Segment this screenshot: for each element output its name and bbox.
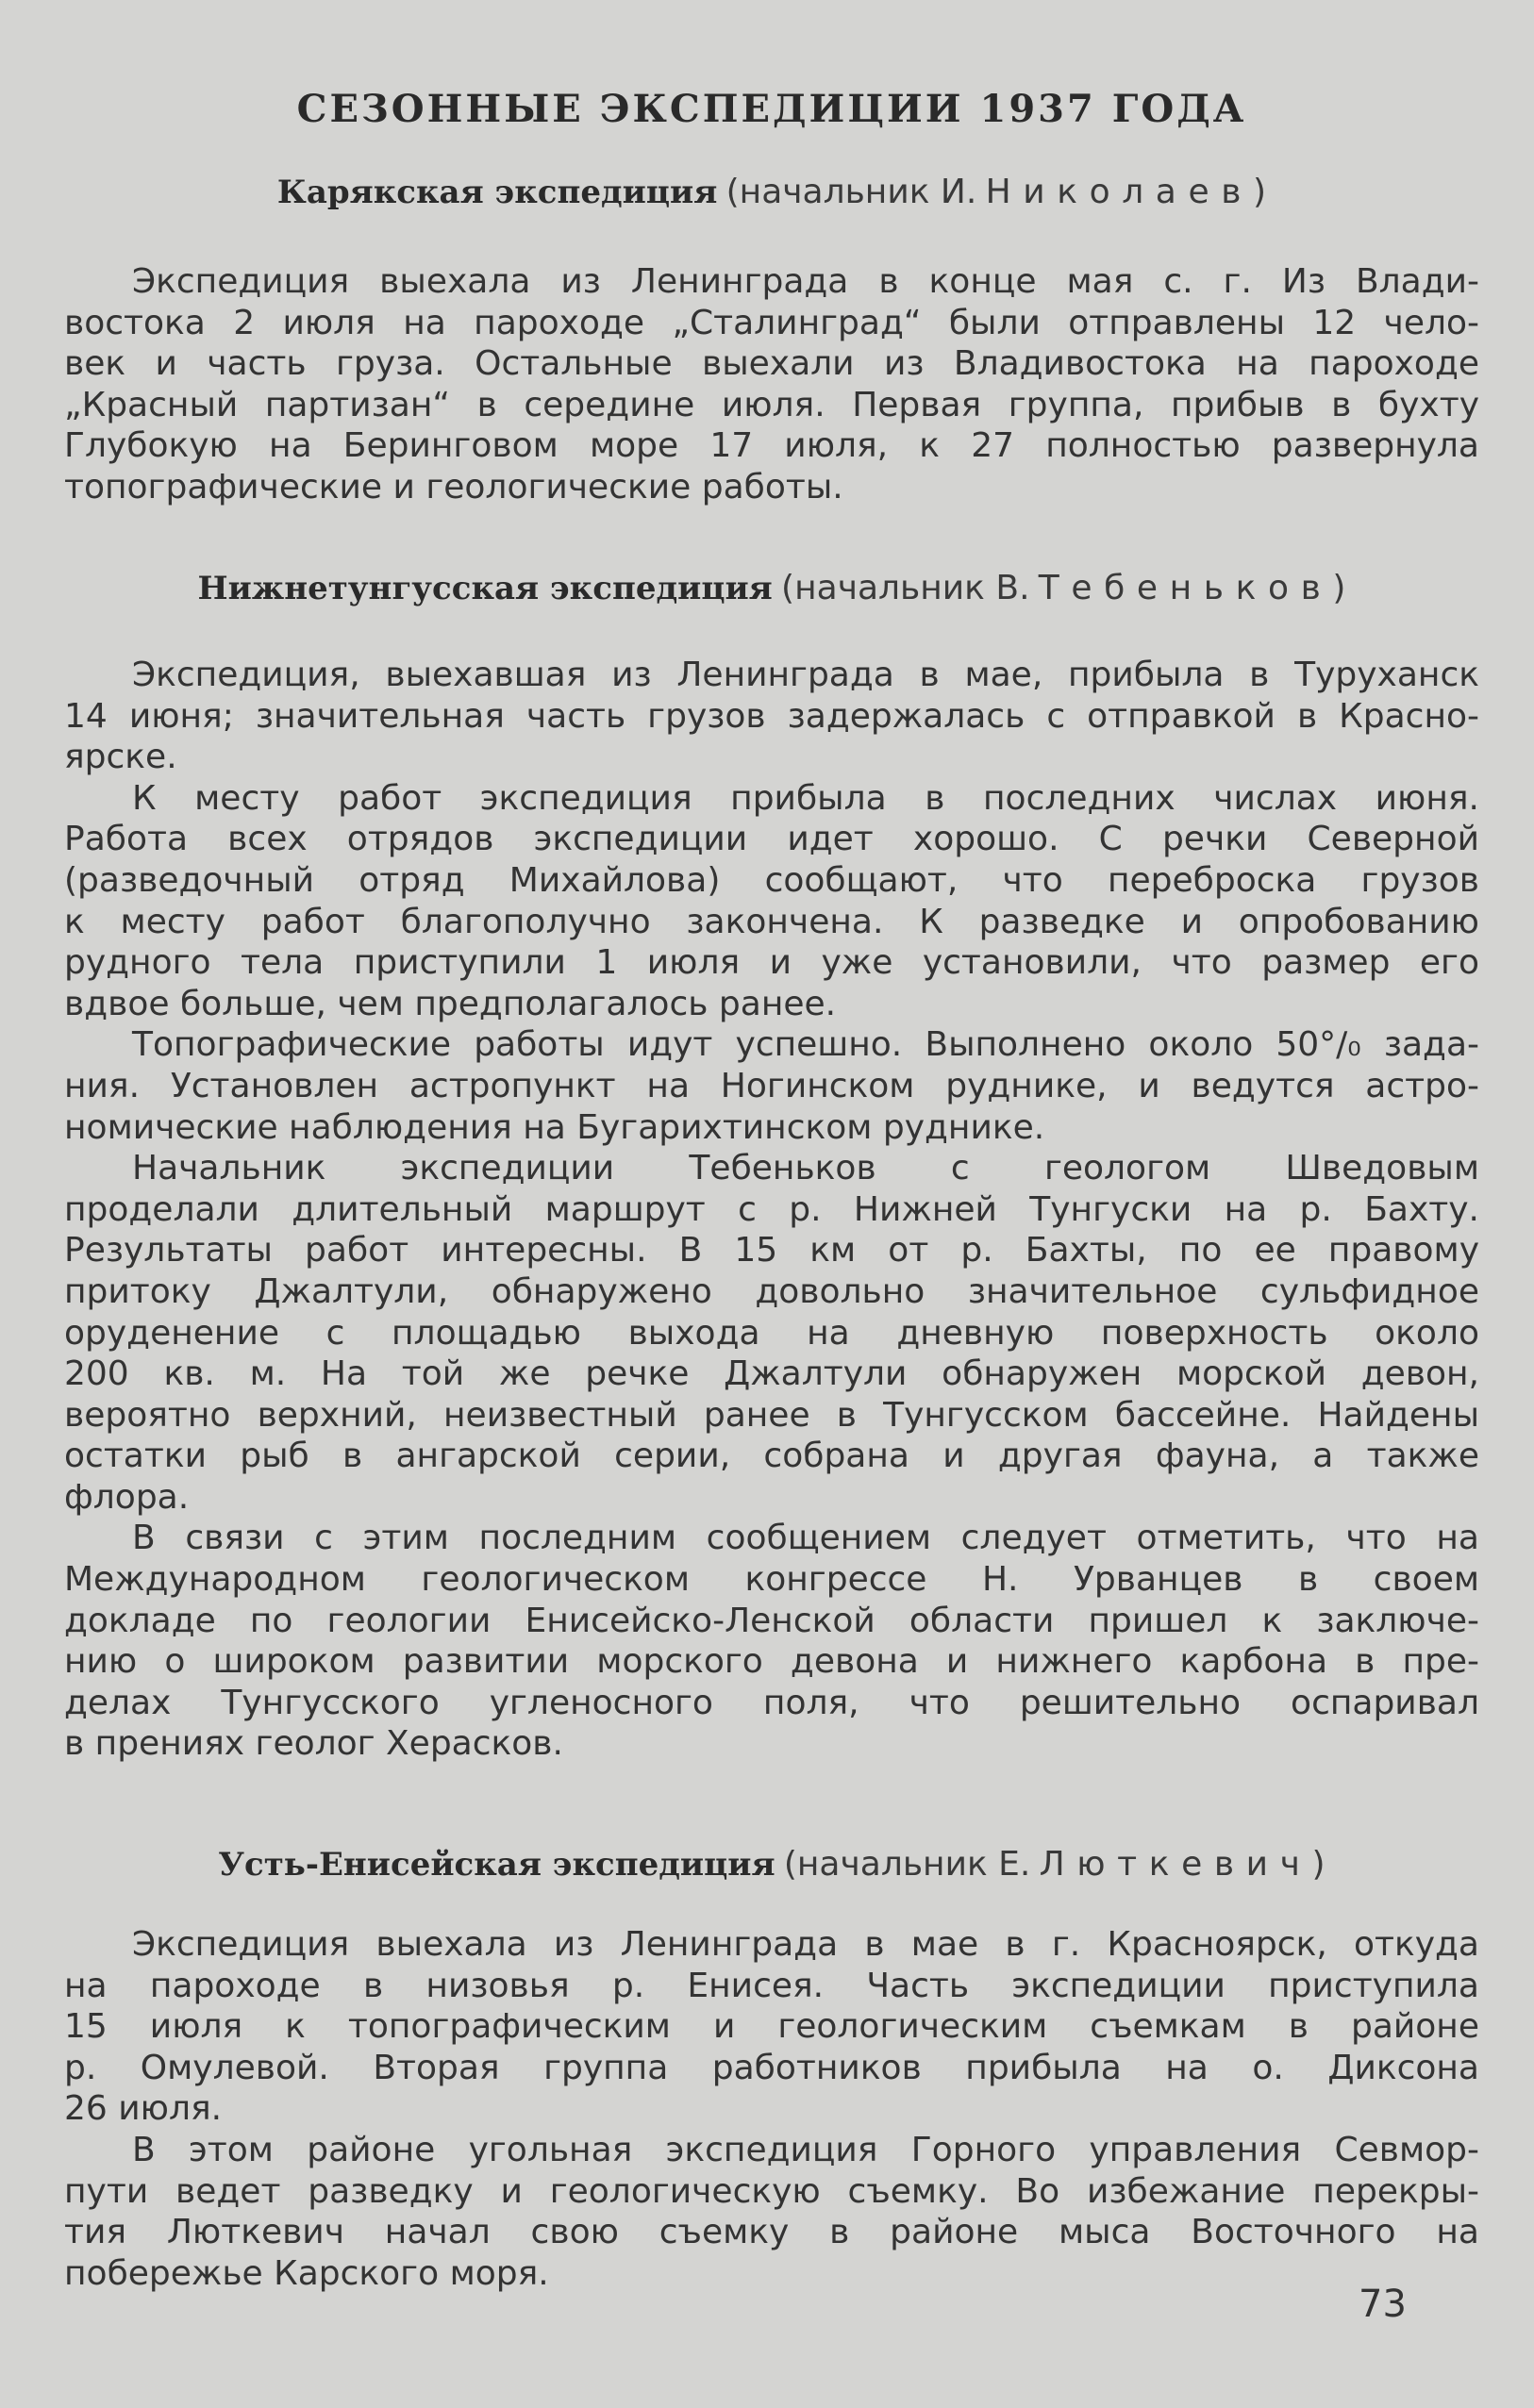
chief-surname: Люткевич	[1039, 1845, 1312, 1884]
text-line: остатки рыб в ангарской серии, собрана и другая фауна, а также	[64, 1436, 1479, 1476]
page-title: СЕЗОННЫЕ ЭКСПЕДИЦИИ 1937 ГОДА	[296, 87, 1247, 131]
text-line: Экспедиция выехала из Ленинграда в конце мая с. г. Из Влади-	[132, 262, 1479, 301]
text-line: Топографические работы идут успешно. Выполнено около 50°/₀ зада-	[132, 1025, 1479, 1065]
text-line: тия Люткевич начал свою съемку в районе мыса Восточного на	[64, 2213, 1479, 2252]
section-body-nizhnetungus	[64, 655, 1479, 1765]
section-name: Карякская экспедиция	[276, 174, 718, 211]
text-line: оруденение с площадью выхода на дневную поверхность около	[64, 1313, 1479, 1353]
text-line: Глубокую на Беринговом море 17 июля, к 27 полностью развернула	[64, 426, 1479, 466]
section-body-ust-enisei	[64, 1924, 1479, 2294]
section-name: Усть-Енисейская экспедиция	[218, 1846, 775, 1884]
text-line: р. Омулевой. Вторая группа работников прибыла на о. Диксона	[64, 2048, 1479, 2087]
text-line: вдвое больше, чем предполагалось ранее.	[64, 984, 837, 1023]
text-line: нию о широком развитии морского девона и нижнего карбона в пре-	[64, 1642, 1479, 1682]
text-line: (разведочный отряд Михайлова) сообщают, что переброска грузов	[64, 860, 1479, 900]
chief-suffix: )	[1311, 1845, 1326, 1884]
text-line: Результаты работ интересны. В 15 км от р. Бахты, по ее правому	[64, 1231, 1479, 1270]
text-line: флора.	[64, 1477, 190, 1517]
section-heading-ust-enisei	[64, 1844, 1479, 1885]
chief-prefix: (начальник И.	[725, 173, 977, 211]
text-line: докладе по геологии Енисейско-Ленской области пришел к заключе-	[64, 1601, 1479, 1640]
text-line: востока 2 июля на пароходе „Сталинград“ были отправлены 12 чело-	[64, 303, 1479, 342]
text-line: номические наблюдения на Бугарихтинском руднике.	[64, 1107, 1045, 1147]
chief-surname: Николаев	[985, 173, 1254, 211]
text-line: побережье Карского моря.	[64, 2253, 549, 2293]
section-name: Нижнетунгусская экспедиция	[197, 570, 773, 607]
text-line: топографические и геологические работы.	[64, 467, 843, 507]
text-line: ния. Установлен астропункт на Ногинском руднике, и ведутся астро-	[64, 1066, 1479, 1105]
text-line: В связи с этим последним сообщением следует отметить, что на	[132, 1519, 1479, 1558]
text-line: Международном геологическом конгрессе Н. Урванцев в своем	[64, 1560, 1479, 1600]
section-heading-karyak	[64, 172, 1479, 212]
page-number: 73	[1359, 2283, 1407, 2326]
text-line: притоку Джалтули, обнаружено довольно значительное сульфидное	[64, 1271, 1479, 1311]
chief-suffix: )	[1332, 569, 1346, 607]
text-line: Работа всех отрядов экспедиции идет хорошо. С речки Северной	[64, 820, 1479, 859]
text-line: В этом районе угольная экспедиция Горного управления Севмор-	[132, 2130, 1479, 2169]
text-line: пути ведет разведку и геологическую съемку. Во избежание перекры-	[64, 2171, 1479, 2211]
text-line: вероятно верхний, неизвестный ранее в Тунгусском бассейне. Найдены	[64, 1395, 1479, 1435]
text-line: к месту работ благополучно закончена. К разведке и опробованию	[64, 902, 1479, 941]
text-line: ярске.	[64, 738, 177, 777]
text-line: 15 июля к топографическим и геологическим съемкам в районе	[64, 2007, 1479, 2047]
section-body-karyak	[64, 261, 1479, 508]
text-line: 26 июля.	[64, 2089, 223, 2129]
text-line: на пароходе в низовья р. Енисея. Часть экспедиции приступила	[64, 1966, 1479, 2005]
chief-suffix: )	[1253, 173, 1267, 211]
text-line: век и часть груза. Остальные выехали из Владивостока на пароходе	[64, 344, 1479, 384]
text-line: 200 кв. м. На той же речке Джалтули обнаружен морской девон,	[64, 1354, 1479, 1394]
text-line: Экспедиция, выехавшая из Ленинграда в мае, прибыла в Туруханск	[132, 656, 1479, 694]
text-line: 14 июня; значительная часть грузов задержалась с отправкой в Красно-	[64, 696, 1479, 736]
text-line: К месту работ экспедиция прибыла в последних числах июня.	[132, 778, 1479, 818]
text-line: Начальник экспедиции Тебеньков с геологом Шведовым	[132, 1149, 1479, 1188]
chief-prefix: (начальник Е.	[783, 1845, 1031, 1884]
chief-prefix: (начальник В.	[781, 569, 1030, 607]
text-line: в прениях геолог Херасков.	[64, 1724, 563, 1764]
text-line: проделали длительный маршрут с р. Нижней Тунгуски на р. Бахту.	[64, 1189, 1479, 1229]
section-heading-nizhnetungus	[64, 568, 1479, 608]
text-line: рудного тела приступили 1 июля и уже установили, что размер его	[64, 943, 1479, 983]
text-line: Экспедиция выехала из Ленинграда в мае в г. Красноярск, откуда	[132, 1925, 1479, 1964]
text-line: „Красный партизан“ в середине июля. Первая группа, прибыв в бухту	[64, 385, 1479, 424]
text-line: делах Тунгусского угленосного поля, что решительно оспаривал	[64, 1683, 1479, 1722]
chief-surname: Тебеньков	[1038, 569, 1333, 607]
